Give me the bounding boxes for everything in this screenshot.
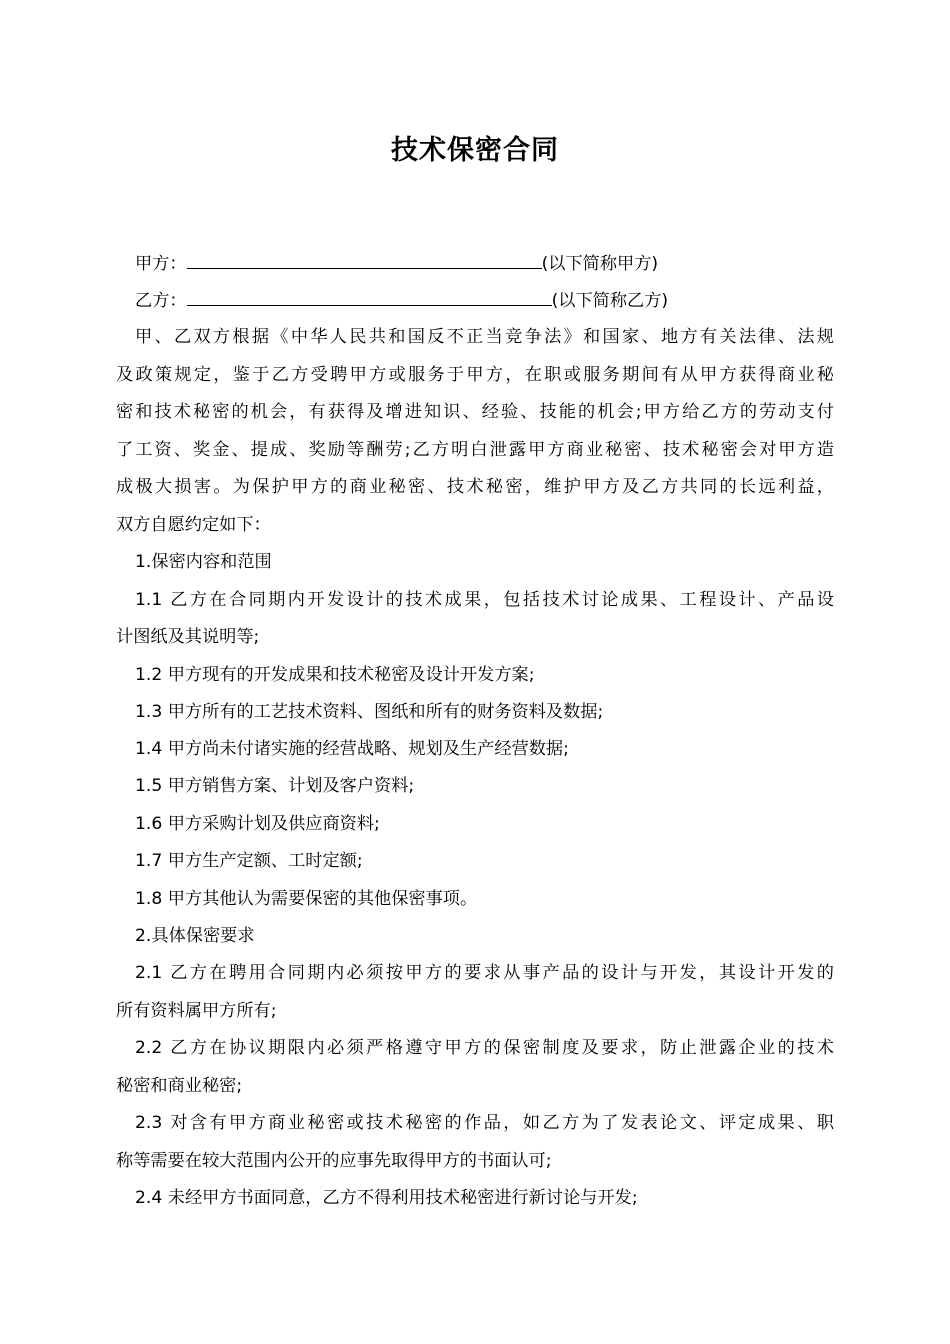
clause-1-4: 1.4 甲方尚未付诸实施的经营战略、规划及生产经营数据; [135,739,569,759]
clause-1-7: 1.7 甲方生产定额、工时定额; [135,851,363,871]
section-1-heading: 1.保密内容和范围 [135,552,272,572]
clause-2-4: 2.4 未经甲方书面同意，乙方不得利用技术秘密进行新讨论与开发; [135,1188,638,1208]
party-a-label: 甲方： [135,254,187,274]
party-a-line [135,250,658,277]
clause-2-1-cont: 所有资料属甲方所有; [116,1001,277,1021]
party-a-suffix: (以下简称甲方) [541,254,659,274]
clause-2-2: 2.2 乙方在协议期限内必须严格遵守甲方的保密制度及要求，防止泄露企业的技术 [135,1038,834,1058]
clause-1-2: 1.2 甲方现有的开发成果和技术秘密及设计开发方案; [135,665,535,685]
party-a-blank [187,250,542,269]
party-b-label: 乙方： [135,291,187,311]
clause-2-3: 2.3 对含有甲方商业秘密或技术秘密的作品，如乙方为了发表论文、评定成果、职 [135,1113,834,1133]
clause-2-2-cont: 秘密和商业秘密; [116,1076,243,1096]
section-2-heading: 2.具体保密要求 [135,926,255,946]
clause-1-3: 1.3 甲方所有的工艺技术资料、图纸和所有的财务资料及数据; [135,702,604,722]
document-title: 技术保密合同 [391,135,559,166]
party-b-suffix: (以下简称乙方) [551,291,669,311]
preamble-line: 密和技术秘密的机会，有获得及增进知识、经验、技能的机会;甲方给乙方的劳动支付 [116,402,834,422]
clause-1-1: 1.1 乙方在合同期内开发设计的技术成果，包括技术讨论成果、工程设计、产品设 [135,590,834,610]
preamble-line: 成极大损害。为保护甲方的商业秘密、技术秘密，维护甲方及乙方共同的长远利益， [116,477,834,497]
party-b-line [135,287,668,314]
clause-1-1-cont: 计图纸及其说明等; [116,627,260,647]
clause-1-8: 1.8 甲方其他认为需要保密的其他保密事项。 [135,889,478,909]
preamble-line: 及政策规定，鉴于乙方受聘甲方或服务于甲方，在职或服务期间有从甲方获得商业秘 [116,365,834,385]
party-b-blank [187,287,552,306]
clause-2-3-cont: 称等需要在较大范围内公开的应事先取得甲方的书面认可; [116,1151,552,1171]
preamble-line: 双方自愿约定如下： [116,515,271,535]
preamble-line: 甲、乙双方根据《中华人民共和国反不正当竞争法》和国家、地方有关法律、法规 [135,327,834,347]
clause-2-1: 2.1 乙方在聘用合同期内必须按甲方的要求从事产品的设计与开发，其设计开发的 [135,963,834,983]
clause-1-5: 1.5 甲方销售方案、计划及客户资料; [135,776,415,796]
clause-1-6: 1.6 甲方采购计划及供应商资料; [135,814,380,834]
preamble-line: 了工资、奖金、提成、奖励等酬劳;乙方明白泄露甲方商业秘密、技术秘密会对甲方造 [116,440,834,460]
